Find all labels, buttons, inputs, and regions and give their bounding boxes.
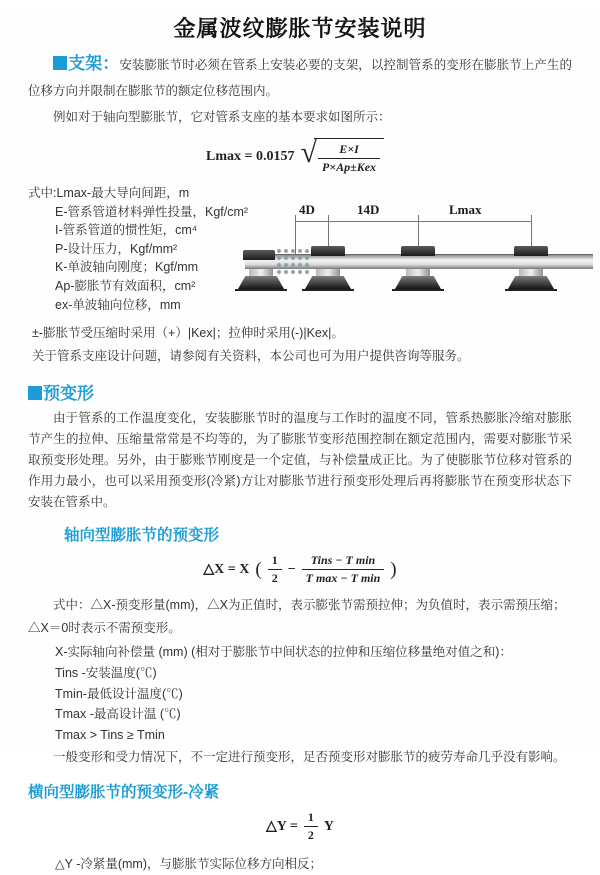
service-note: 关于管系支座设计问题，请参阅有关资料，本公司也可为用户提供咨询等服务。 — [32, 349, 470, 364]
content-area — [0, 51, 600, 875]
guide-support-clamp — [311, 246, 345, 256]
axial-subsection-heading: 轴向型膨胀节的预变形 — [64, 527, 220, 545]
definition-line: E-管系管道材料弹性投量，Kgf/cm² — [55, 204, 249, 219]
predeform-body-text: 由于管系的工作温度变化，安装膨胀节时的温度与工作时的温度不同，管系热膨胀冷缩对膨胀节产生的拉伸、压缩量常常是不均等的，为了膨胀节变形范围控制在额定范围内，需要对膨胀节采取预变形处理。另外，由于膨账节刚度是一个定值，与补偿量成正比。为了使膨胀节位移对管系的作用力最小，也可以采用预变形(冷紧)方让对膨胀节进行预变形处理后再将膨胀节在预变形状态下安装在管系中。 — [28, 411, 572, 510]
guide-support-base — [508, 276, 554, 289]
half-denominator: 2 — [271, 571, 278, 586]
axial-note: 一般变形和受力情况下，不一定进行预变形，足否预变形对膨胀节的疲劳寿命几乎没有影响。 — [53, 750, 566, 765]
temp-line: Tmax > Tins ≥ Tmin — [55, 727, 165, 742]
half-numerator: 1 — [304, 810, 318, 827]
anchor-clamp — [243, 250, 275, 260]
radicand — [314, 138, 384, 176]
fraction-denominator: P×Ap±Kex — [321, 160, 377, 174]
definition-line: ex-单波轴向位移，mm — [55, 297, 181, 312]
lateral-formula — [28, 810, 572, 843]
temp-fraction-denominator: T max − T min — [305, 571, 381, 586]
support-paragraph — [28, 51, 572, 104]
support-example-text: 例如对于轴向型膨胀节，它对管系支座的基本要求如图所示： — [53, 110, 391, 124]
sqrt-radical — [300, 138, 384, 176]
page-title: 金属波纹膨胀节安装说明 — [173, 16, 427, 41]
guide-support-clamp — [514, 246, 548, 256]
half-denominator: 2 — [307, 828, 314, 843]
guide-support-stem — [406, 269, 430, 277]
lateral-note: △Y -冷紧量(mm)，与膨胀节实际位移方向相反； — [55, 857, 323, 872]
close-paren: ) — [390, 558, 397, 580]
formula-coefficient: Lmax = 0.0157 — [206, 149, 295, 164]
document-page — [0, 12, 600, 872]
anchor-baseline — [235, 289, 287, 291]
definition-line: K-单波轴向刚度；Kgf/mm — [55, 260, 199, 275]
minus-sign: − — [287, 561, 296, 577]
guide-support-base — [305, 276, 351, 289]
dim-label-14d: 14D — [357, 202, 380, 217]
half-numerator: 1 — [268, 553, 282, 570]
guide-support-baseline — [392, 289, 444, 291]
temp-fraction-numerator: Tins − T min — [302, 553, 385, 570]
anchor-stem — [249, 269, 273, 277]
temp-line: Tmin-最低设计温度(℃) — [55, 686, 183, 701]
definition-line: Ap-膨胀节有效面积，cm² — [55, 278, 196, 293]
lateral-formula-rhs: Y — [323, 818, 334, 834]
axial-formula-lhs: △X = X — [203, 562, 250, 578]
axial-formula — [28, 553, 572, 586]
bellows-expansion-joint — [276, 248, 310, 276]
temperature-definitions — [55, 663, 572, 745]
definition-line: P-设计压力，Kgf/mm² — [55, 241, 178, 256]
fraction-numerator: E×I — [318, 142, 380, 159]
radical-sign: √ — [300, 136, 317, 169]
lmax-formula — [206, 138, 572, 176]
support-spacing-diagram — [243, 202, 595, 306]
predeform-section-heading — [28, 379, 572, 404]
dim-label-4d: 4D — [299, 202, 315, 217]
lateral-formula-lhs: △Y = — [266, 819, 298, 835]
guide-support-stem — [316, 269, 340, 277]
definition-line: 式中:Lmax-最大导向间距，m — [28, 186, 190, 200]
section-marker-icon — [53, 56, 67, 70]
open-paren: ( — [255, 558, 262, 580]
temp-line: Tins -安装温度(℃) — [55, 666, 157, 681]
lateral-subsection-heading: 横向型膨胀节的预变形-冷紧 — [28, 784, 220, 802]
anchor-base — [238, 276, 284, 289]
guide-support-stem — [519, 269, 543, 277]
half-fraction — [304, 810, 318, 843]
axial-explanation: 式中：△X-预变形量(mm)，△X为正值时，表示膨张节需预拉伸；为负值时，表示需预压缩；△X＝0时表示不需预变形。 — [28, 598, 566, 636]
guide-support-baseline — [505, 289, 557, 291]
support-intro-text: 安装膨胀节时必须在管系上安装必要的支架，以控制管系的变形在膨胀节上产生的位移方向并限制在膨胀节的额定位移范围内。 — [28, 58, 572, 98]
dim-label-lmax: Lmax — [449, 202, 482, 217]
guide-support-base — [395, 276, 441, 289]
predeform-heading-text: 预变形 — [43, 384, 94, 404]
guide-support-clamp — [401, 246, 435, 256]
definition-line: I-管系管道的惯性矩，cm⁴ — [55, 223, 198, 238]
temp-fraction — [302, 553, 385, 586]
temp-line: Tmax -最高设计温 (℃) — [55, 707, 181, 722]
x-definition: X-实际轴向补偿量 (mm) (相对于膨胀节中间状态的拉伸和压缩位移量绝对值之和)： — [55, 645, 512, 660]
fraction — [318, 142, 380, 175]
support-section-heading: 支架： — [68, 54, 120, 73]
dimension-line — [295, 221, 532, 222]
guide-support-baseline — [302, 289, 354, 291]
pm-note: ±-膨胀节受压缩时采用（+）|Kex|；拉伸时采用(-)|Kex|。 — [32, 326, 344, 341]
half-fraction — [268, 553, 282, 586]
section-marker-icon — [28, 386, 42, 400]
